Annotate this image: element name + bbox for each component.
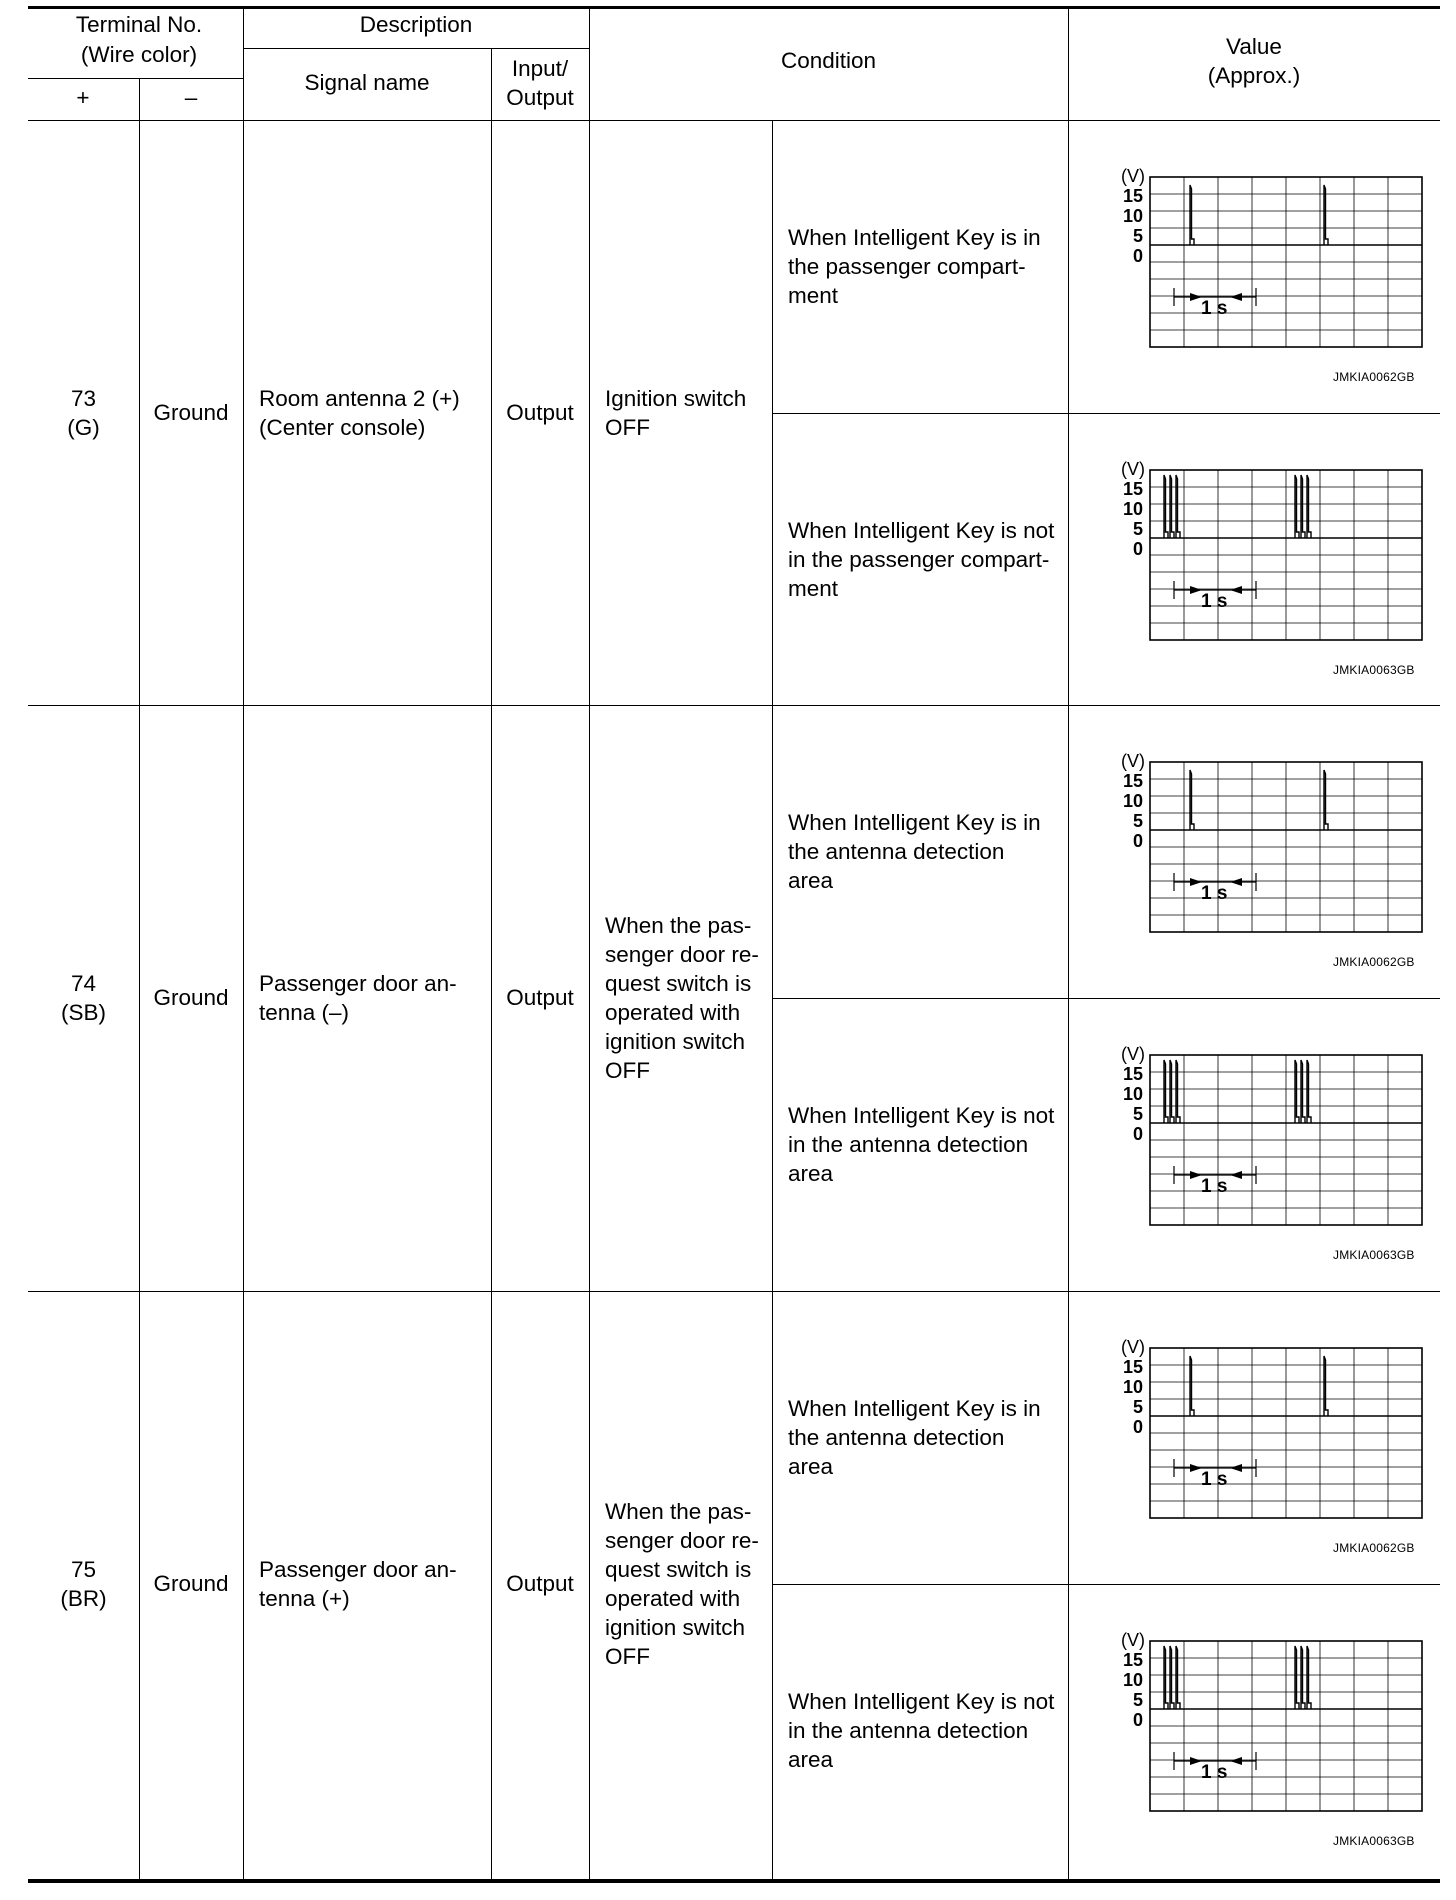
wire-color: (G) [67, 414, 100, 440]
y-axis-tick: 5 [1132, 519, 1143, 539]
signal-name: Room antenna 2 (+) [259, 385, 460, 411]
y-axis-tick: 10 [1122, 791, 1143, 811]
input-output: Output [506, 1570, 574, 1596]
sub-condition-text: ment [788, 575, 839, 601]
figure-code: JMKIA0063GB [1333, 1248, 1415, 1262]
terminal-number: 75 [70, 1556, 97, 1582]
y-axis-tick: 0 [1132, 1710, 1143, 1730]
header-approx: (Approx.) [1207, 63, 1301, 88]
y-axis-tick: 5 [1132, 1104, 1143, 1124]
time-scale-label: 1 s [1201, 1762, 1228, 1783]
header-terminal-no: Terminal No. [75, 12, 203, 37]
signal-pulse [1164, 1646, 1168, 1709]
time-scale-label: 1 s [1201, 1469, 1228, 1490]
figure-code: JMKIA0062GB [1333, 370, 1415, 384]
condition-text: When the pas- [605, 1498, 752, 1524]
y-axis-tick: 5 [1132, 811, 1143, 831]
y-axis-unit: (V) [1121, 751, 1145, 771]
y-axis-unit: (V) [1121, 459, 1145, 479]
header-signal-name: Signal name [304, 70, 430, 95]
y-axis-tick: 10 [1122, 206, 1143, 226]
y-axis-tick: 10 [1122, 1377, 1143, 1397]
time-arrow [1230, 1757, 1242, 1765]
sub-condition-text: area [788, 1454, 834, 1479]
condition-text: OFF [605, 1643, 650, 1669]
sub-condition-text: area [788, 1160, 834, 1186]
y-axis-tick: 0 [1132, 1124, 1143, 1144]
signal-name: Passenger door an- [259, 970, 457, 996]
time-scale-label: 1 s [1201, 591, 1228, 612]
sub-condition-text: When Intelligent Key is in [788, 810, 1041, 835]
sub-condition-text: When Intelligent Key is not [788, 1102, 1055, 1128]
time-scale-label: 1 s [1201, 1176, 1228, 1197]
condition-text: Ignition switch [605, 385, 747, 411]
sub-condition-text: the antenna detection [788, 1425, 1005, 1450]
y-axis-tick: 15 [1122, 1064, 1143, 1084]
wire-color: (SB) [61, 999, 106, 1025]
y-axis-unit: (V) [1121, 1337, 1145, 1357]
y-axis-tick: 10 [1122, 1670, 1143, 1690]
figure-code: JMKIA0063GB [1333, 1834, 1415, 1848]
condition-text: OFF [605, 414, 650, 440]
signal-name: tenna (+) [259, 1585, 350, 1611]
y-axis-tick: 5 [1132, 226, 1143, 246]
sub-condition-text: the antenna detection [788, 839, 1005, 864]
y-axis-tick: 10 [1122, 1084, 1143, 1104]
y-axis-tick: 15 [1122, 1357, 1143, 1377]
sub-condition-text: When Intelligent Key is in [788, 225, 1041, 250]
condition-text: quest switch is [605, 1556, 752, 1582]
y-axis-tick: 0 [1132, 539, 1143, 559]
y-axis-unit: (V) [1121, 1630, 1145, 1650]
terminal-number: 74 [70, 970, 97, 996]
figure-code: JMKIA0062GB [1333, 955, 1415, 969]
y-axis-tick: 15 [1122, 771, 1143, 791]
sub-condition-text: the passenger compart- [788, 254, 1026, 279]
header-input: Input/ [511, 56, 569, 81]
condition-text: senger door re- [605, 941, 759, 967]
y-axis-tick: 0 [1132, 246, 1143, 266]
header-output: Output [506, 85, 574, 110]
sub-condition-text: area [788, 1746, 834, 1772]
y-axis-tick: 10 [1122, 499, 1143, 519]
terminal-number: 73 [70, 385, 97, 411]
condition-text: ignition switch [605, 1028, 746, 1054]
condition-text: operated with [605, 1585, 741, 1611]
sub-condition-text: When Intelligent Key is in [788, 1396, 1041, 1421]
figure-code: JMKIA0063GB [1333, 663, 1415, 677]
signal-name: tenna (–) [259, 999, 350, 1025]
sub-condition-text: in the passenger compart- [788, 546, 1050, 572]
header-condition: Condition [780, 48, 877, 73]
ground-terminal: Ground [153, 1570, 229, 1596]
y-axis-tick: 15 [1122, 186, 1143, 206]
condition-text: senger door re- [605, 1527, 759, 1553]
sub-condition-text: ment [788, 283, 839, 308]
signal-pulse [1170, 1646, 1174, 1709]
condition-text: ignition switch [605, 1614, 746, 1640]
input-output: Output [506, 984, 574, 1010]
input-output: Output [506, 399, 574, 425]
y-axis-tick: 15 [1122, 1650, 1143, 1670]
y-axis-tick: 15 [1122, 479, 1143, 499]
ground-terminal: Ground [153, 399, 229, 425]
sub-condition-text: When Intelligent Key is not [788, 1688, 1055, 1714]
header-description: Description [359, 12, 473, 37]
header-minus: – [184, 85, 198, 110]
time-scale-label: 1 s [1201, 883, 1228, 904]
signal-pulse [1307, 1646, 1311, 1709]
y-axis-unit: (V) [1121, 1044, 1145, 1064]
sub-condition-text: in the antenna detection [788, 1131, 1029, 1157]
y-axis-tick: 5 [1132, 1690, 1143, 1710]
sub-condition-text: in the antenna detection [788, 1717, 1029, 1743]
signal-pulse [1301, 1646, 1305, 1709]
y-axis-unit: (V) [1121, 166, 1145, 186]
wire-color: (BR) [60, 1585, 107, 1611]
condition-text: quest switch is [605, 970, 752, 996]
y-axis-tick: 0 [1132, 831, 1143, 851]
signal-pulse [1295, 1646, 1299, 1709]
y-axis-tick: 0 [1132, 1417, 1143, 1437]
condition-text: When the pas- [605, 912, 752, 938]
header-wire-color: (Wire color) [80, 42, 198, 67]
condition-text: OFF [605, 1057, 650, 1083]
header-value: Value [1226, 34, 1282, 59]
condition-text: operated with [605, 999, 741, 1025]
signal-name: (Center console) [259, 414, 426, 440]
time-scale-label: 1 s [1201, 298, 1228, 319]
ground-terminal: Ground [153, 984, 229, 1010]
header-plus: + [76, 85, 90, 110]
figure-code: JMKIA0062GB [1333, 1541, 1415, 1555]
signal-name: Passenger door an- [259, 1556, 457, 1582]
signal-pulse [1176, 1646, 1180, 1709]
sub-condition-text: When Intelligent Key is not [788, 517, 1055, 543]
sub-condition-text: area [788, 868, 834, 893]
y-axis-tick: 5 [1132, 1397, 1143, 1417]
